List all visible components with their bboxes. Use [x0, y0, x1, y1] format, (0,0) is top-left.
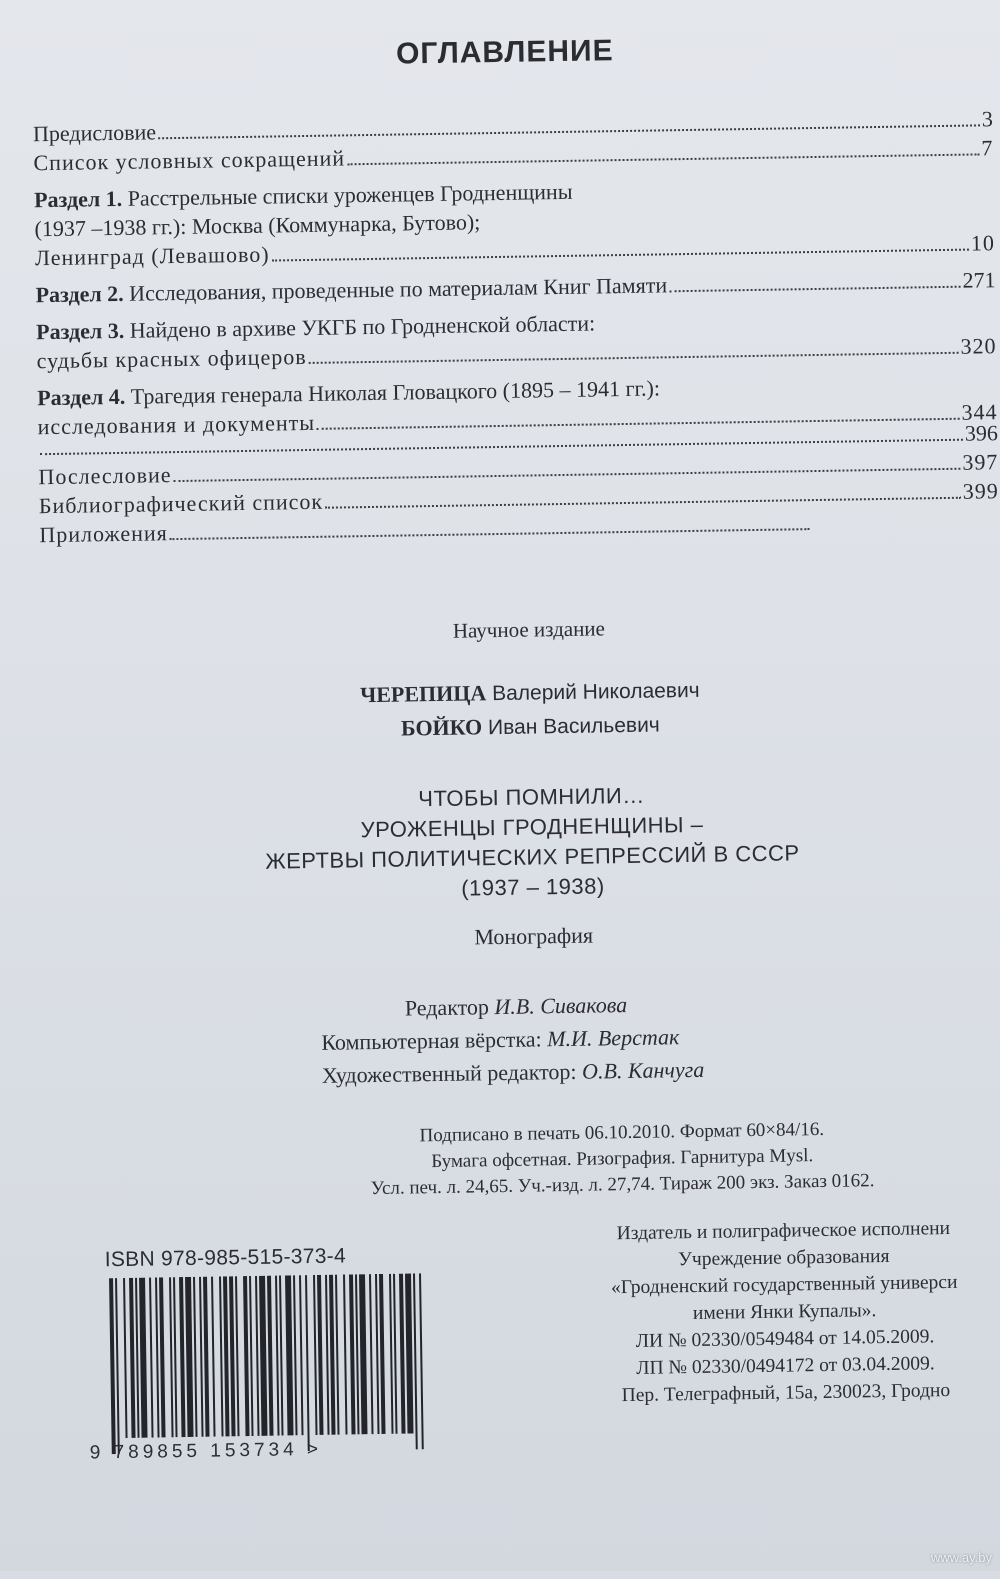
edition-type: Научное издание — [452, 616, 606, 643]
barcode-bar — [155, 1277, 160, 1437]
toc-entry-label: Ленинград (Левашово) — [34, 241, 270, 271]
credit-name: И.В. Сивакова — [494, 992, 628, 1020]
print-info — [272, 1115, 973, 1204]
barcode-bar — [379, 1274, 386, 1434]
book-title — [1, 774, 1000, 911]
barcode-bar — [199, 1277, 204, 1437]
barcode-bar — [115, 1278, 120, 1454]
barcode-bar — [313, 1275, 318, 1435]
publisher-info — [548, 1214, 1000, 1410]
toc-entry-label: судьбы красных офицеров — [36, 343, 307, 374]
barcode-bar — [325, 1275, 330, 1435]
credit-name: О.В. Канчуга — [581, 1056, 705, 1084]
barcode-bar — [389, 1274, 394, 1434]
toc-title: ОГЛАВЛЕНИЕ — [395, 34, 614, 71]
barcode-graphic — [105, 1273, 428, 1454]
toc-entry-page: 3 — [981, 106, 994, 132]
barcode-bar — [185, 1277, 194, 1437]
table-of-contents — [33, 104, 1000, 549]
barcode-digits: 9 789855 153734 > — [89, 1438, 323, 1464]
publisher-line: Пер. Телеграфный, 15а, 230023, Гродно — [621, 1380, 951, 1407]
barcode-bar — [329, 1275, 336, 1435]
barcode-bar — [259, 1276, 268, 1436]
barcode-bar — [203, 1277, 210, 1437]
credit-role: Компьютерная вёрстка: — [321, 1026, 548, 1055]
credit-role: Художественный редактор: — [321, 1058, 583, 1088]
toc-entry-label: Расстрельные списки уроженцев Гродненщины — [122, 178, 573, 211]
barcode-bar — [359, 1274, 368, 1434]
credits — [305, 984, 866, 1092]
barcode-bar — [249, 1276, 254, 1436]
isbn: ISBN 978-985-515-373-4 — [104, 1244, 347, 1272]
barcode-bar — [139, 1278, 148, 1438]
barcode-bar — [285, 1275, 294, 1435]
author — [0, 705, 1000, 748]
barcode-bar — [229, 1276, 236, 1436]
toc-entry-label: Список условных сокращений — [33, 145, 346, 176]
toc-leader — [347, 153, 979, 165]
author-first-name: Валерий Николаевич — [491, 678, 700, 706]
barcode-bar — [135, 1278, 140, 1438]
barcode-bar — [193, 1277, 198, 1437]
book-title-line: (1937 – 1938) — [461, 873, 605, 901]
barcode-bar — [317, 1275, 324, 1435]
barcode-bar — [369, 1274, 374, 1434]
toc-entry-label: (1937 –1938 гг.): Москва (Коммунарка, Бутово); — [34, 209, 481, 242]
toc-entry-page: 7 — [981, 135, 994, 161]
barcode — [105, 1273, 428, 1454]
barcode-bar — [305, 1275, 310, 1451]
barcode-bar — [355, 1274, 360, 1434]
section-number: Раздел 4. — [36, 383, 126, 411]
print-info-line: Усл. печ. л. 24,65. Уч.-изд. л. 27,74. Тираж 200 экз. Заказ 0162. — [370, 1170, 875, 1200]
barcode-bar — [275, 1276, 280, 1436]
toc-entry-page: 396 — [964, 420, 999, 446]
barcode-bar — [299, 1275, 304, 1435]
barcode-bar — [393, 1274, 398, 1434]
barcode-bar — [223, 1276, 230, 1436]
toc-entry-label: Исследования, проведенные по материалам Книг Памяти — [123, 272, 668, 306]
barcode-bar — [267, 1276, 274, 1436]
barcode-bar — [159, 1277, 166, 1437]
publisher-line: ЛИ № 02330/0549484 от 14.05.2009. — [635, 1326, 935, 1352]
barcode-bar — [173, 1277, 178, 1437]
author-last-name: БОЙКО — [400, 714, 483, 741]
barcode-bar — [123, 1278, 128, 1438]
barcode-bar — [375, 1274, 380, 1434]
toc-leader — [669, 286, 960, 293]
watermark: www.ay.by — [930, 1550, 992, 1565]
toc-leader — [272, 249, 969, 262]
publisher-line: Учреждение образования — [677, 1245, 890, 1271]
barcode-bar — [219, 1276, 224, 1436]
toc-leader — [309, 352, 959, 364]
toc-entry-label: исследования и документы — [37, 409, 316, 440]
book-title-line: ЖЕРТВЫ ПОЛИТИЧЕСКИХ РЕПРЕССИЙ В СССР — [265, 840, 800, 874]
publisher-line: «Гродненский государственный универси — [610, 1271, 958, 1299]
toc-entry-label: Трагедия генерала Николая Гловацкого (1895 – 1941 гг.): — [125, 375, 661, 409]
toc-entry-label: Приложения — [39, 520, 168, 548]
section-number: Раздел 3. — [35, 317, 125, 345]
barcode-bar — [243, 1276, 250, 1436]
toc-entry-page: 397 — [962, 449, 999, 475]
toc-entry-label: Библиографический список — [38, 488, 324, 519]
section-number: Раздел 2. — [35, 280, 124, 308]
toc-entry — [35, 265, 995, 309]
publisher-line: имени Янки Купалы». — [692, 1300, 877, 1325]
toc-entry-page: 320 — [960, 333, 997, 359]
barcode-bar — [211, 1277, 216, 1437]
barcode-bar — [343, 1275, 348, 1435]
toc-entry-label: Предисловие — [32, 119, 157, 147]
barcode-bar — [293, 1275, 298, 1435]
toc-entry-page: 344 — [961, 399, 998, 425]
barcode-bar — [279, 1276, 284, 1436]
barcode-bar — [235, 1276, 240, 1436]
barcode-bar — [179, 1277, 186, 1437]
publisher-line: Издатель и полиграфическое исполнени — [616, 1217, 951, 1245]
barcode-bar — [349, 1274, 356, 1434]
barcode-bar — [413, 1273, 418, 1449]
barcode-bar — [405, 1273, 414, 1433]
print-info-line: Подписано в печать 06.10.2010. Формат 60×84/16. — [419, 1118, 825, 1147]
toc-entry-page: 271 — [962, 267, 996, 293]
toc-entry-label: Найдено в архиве УКГБ по Гродненской области: — [124, 310, 596, 343]
toc-entry-label: Послесловие — [38, 462, 172, 490]
author-first-name: Иван Васильевич — [487, 713, 660, 740]
print-info-line: Бумага офсетная. Ризография. Гарнитура Mysl. — [431, 1145, 814, 1173]
barcode-bar — [419, 1273, 424, 1449]
credit-role: Редактор — [404, 994, 495, 1021]
barcode-bar — [169, 1277, 174, 1437]
toc-leader — [170, 528, 810, 540]
barcode-bar — [149, 1278, 154, 1438]
credit-name: М.И. Верстак — [546, 1024, 680, 1052]
book-title-line: ЧТОБЫ ПОМНИЛИ… — [418, 782, 645, 812]
barcode-bar — [129, 1278, 136, 1438]
barcode-bar — [399, 1274, 406, 1434]
barcode-bar — [109, 1278, 116, 1454]
genre: Монография — [474, 922, 594, 950]
barcode-bar — [335, 1275, 340, 1435]
section-number: Раздел 1. — [33, 185, 123, 213]
toc-entry-page: 10 — [970, 230, 996, 256]
author-last-name: ЧЕРЕПИЦА — [359, 680, 487, 708]
toc-entry-page: 399 — [962, 478, 999, 504]
book-title-line: УРОЖЕНЦЫ ГРОДНЕНЩИНЫ – — [360, 811, 704, 843]
publisher-line: ЛП № 02330/0494172 от 03.04.2009. — [636, 1353, 935, 1379]
author — [0, 671, 1000, 714]
barcode-bar — [255, 1276, 260, 1436]
